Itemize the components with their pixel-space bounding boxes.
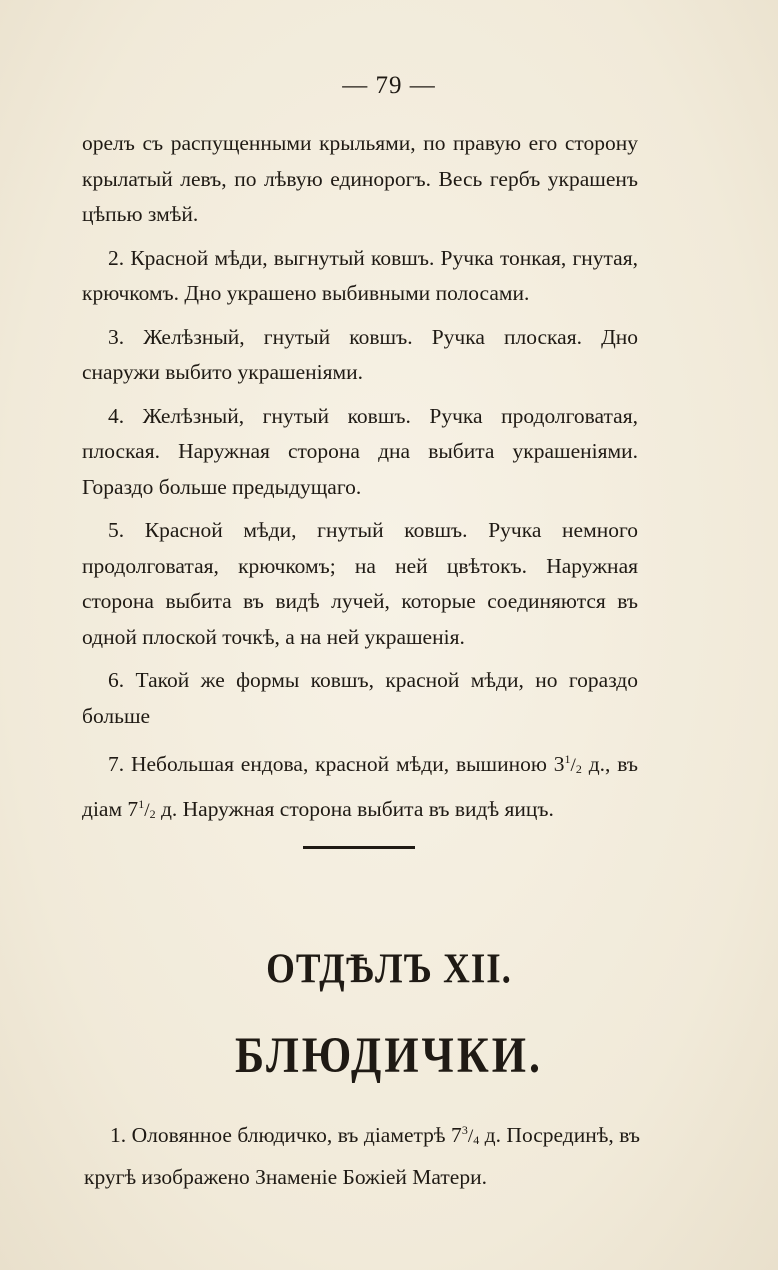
- catalog-item-4: 4. Желѣзный, гнутый ковшъ. Ручка продолговатая, плоская. Наружная сторона дна выбита украшеніями. Гораздо больше предыдущаго.: [82, 403, 638, 499]
- catalog-item-1: [84, 1112, 640, 1196]
- fraction-numerator: 3: [461, 1123, 468, 1137]
- final-item-text-b: д. Посрединѣ, въ кругѣ изображено Знаменіе Божіей Матери.: [84, 1122, 640, 1189]
- section-title: ОТДѢЛЪ XII.: [266, 945, 512, 994]
- catalog-item-5: 5. Красной мѣди, гнутый ковшъ. Ручка немного продолговатая, крючкомъ; на ней цвѣтокъ. Наружная сторона выбита въ видѣ лучей, которые соединяются въ одной плоской точкѣ, а на ней украшенія.: [82, 518, 638, 649]
- fraction-numerator: 1: [564, 752, 571, 766]
- item7-text-b: д., въ діам 7: [82, 751, 638, 821]
- catalog-item-2: 2. Красной мѣди, выгнутый ковшъ. Ручка тонкая, гнутая, крючкомъ. Дно украшено выбивными полосами.: [82, 245, 638, 305]
- item7-text-a: 7. Небольшая ендова, красной мѣди, вышиною 3: [108, 751, 565, 776]
- fraction-denominator: 2: [575, 761, 582, 776]
- fraction-height: $^1/_2$: [564, 752, 582, 776]
- catalog-item-7: [82, 742, 638, 832]
- final-item-text-a: 1. Оловянное блюдичко, въ діаметрѣ 7: [110, 1122, 462, 1147]
- fraction-diameter: $^3/_4$: [461, 1123, 480, 1147]
- section-text: [84, 1112, 640, 1196]
- fraction-numerator: 1: [138, 797, 145, 812]
- fraction-denominator: 2: [149, 806, 156, 821]
- catalog-item-6: 6. Такой же формы ковшъ, красной мѣди, но гораздо больше: [82, 668, 638, 728]
- catalog-item-3: 3. Желѣзный, гнутый ковшъ. Ручка плоская. Дно снаружи выбито украшеніями.: [82, 324, 638, 384]
- page-number: — 79 —: [342, 72, 436, 99]
- catalog-text: [82, 126, 638, 832]
- section-divider-rule: [303, 846, 415, 849]
- continuation-paragraph: орелъ съ распущенными крыльями, по правую его сторону крылатый левъ, по лѣвую единорогъ. Весь гербъ украшенъ цѣпью змѣй.: [82, 131, 638, 226]
- fraction-denominator: 4: [473, 1132, 480, 1147]
- section-heading: БЛЮДИЧКИ.: [235, 1027, 543, 1084]
- item7-text-c: д. Наружная сторона выбита въ видѣ яицъ.: [155, 796, 554, 821]
- fraction-diameter: $^1/_2$: [138, 797, 156, 821]
